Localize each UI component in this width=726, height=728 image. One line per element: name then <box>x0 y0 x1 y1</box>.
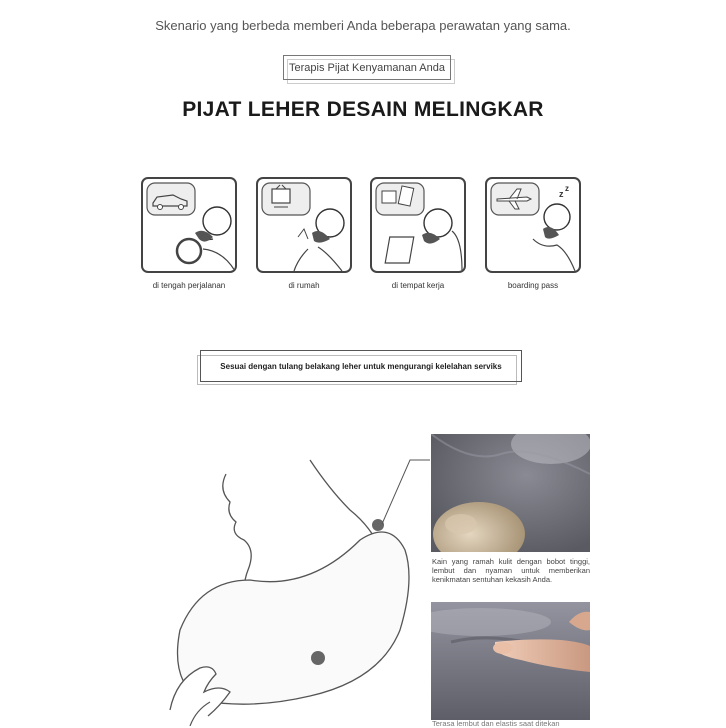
scenario-card-work <box>370 177 466 273</box>
press-caption: Terasa lembut dan elastis saat ditekan <box>432 719 560 728</box>
scenario-card-home <box>256 177 352 273</box>
work-scene <box>372 179 464 271</box>
svg-text:z: z <box>565 184 569 193</box>
scenario-card-flight <box>485 177 581 273</box>
scenario-label: di tempat kerja <box>391 281 445 290</box>
fabric-caption: Kain yang ramah kulit dengan bobot tinggi, lembut dan nyaman untuk memberikan kenikmatan sentuhan kekasih Anda. <box>432 557 590 584</box>
svg-text:z: z <box>559 189 564 199</box>
tagline-box <box>283 55 451 80</box>
feature-banner <box>200 350 522 382</box>
fabric-photo <box>431 434 590 552</box>
scenario-label: di rumah <box>288 281 320 290</box>
tagline-text: Terapis Pijat Kenyamanan Anda <box>289 61 445 74</box>
subtitle: Skenario yang berbeda memberi Anda beberapa perawatan yang sama. <box>155 18 571 33</box>
banner-text: Sesuai dengan tulang belakang leher untuk mengurangi kelelahan serviks <box>220 361 502 371</box>
flight-scene <box>487 179 579 271</box>
scenario-label: boarding pass <box>507 281 559 290</box>
page-title: PIJAT LEHER DESAIN MELINGKAR <box>182 98 544 121</box>
scenario-label: di tengah perjalanan <box>152 281 226 290</box>
press-photo <box>431 602 590 720</box>
travel-scene <box>143 179 235 271</box>
home-scene <box>258 179 350 271</box>
scenario-card-travel <box>141 177 237 273</box>
neck-illustration <box>160 430 430 726</box>
